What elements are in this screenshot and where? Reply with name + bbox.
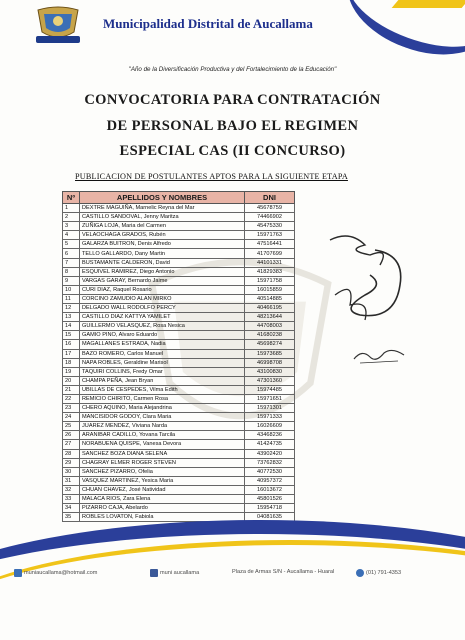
applicant-dni: 45698274 xyxy=(245,340,295,349)
table-row xyxy=(63,504,295,513)
table-row xyxy=(63,449,295,458)
row-number: 2 xyxy=(63,213,80,222)
top-yellow-stripe xyxy=(392,0,465,8)
signature-scribble xyxy=(310,225,420,335)
applicant-dni: 45475330 xyxy=(245,222,295,231)
applicant-name: CHUAN CHAVEZ, José Natividad xyxy=(80,485,245,494)
row-number: 23 xyxy=(63,404,80,413)
applicant-name: PIZARRO CAJA, Abelardo xyxy=(80,504,245,513)
applicant-dni: 15971651 xyxy=(245,394,295,403)
footer-email: muniaucallama@hotmail.com xyxy=(14,569,97,577)
applicant-dni: 43100830 xyxy=(245,367,295,376)
footer-address: Plaza de Armas S/N - Aucallama - Huaral xyxy=(232,569,335,575)
applicant-name: TELLO GALLARDO, Dany Martin xyxy=(80,249,245,258)
table-row xyxy=(63,495,295,504)
applicant-dni: 15954718 xyxy=(245,504,295,513)
applicant-name: SANCHEZ PIZARRO, Ofelia xyxy=(80,467,245,476)
applicant-name: BAZO ROMERO, Carlos Manuel xyxy=(80,349,245,358)
applicant-name: ROBLES LOVATON, Fabiola xyxy=(80,513,245,522)
applicant-dni: 45678759 xyxy=(245,204,295,213)
row-number: 33 xyxy=(63,495,80,504)
row-number: 16 xyxy=(63,340,80,349)
table-row xyxy=(63,349,295,358)
table-row xyxy=(63,313,295,322)
row-number: 30 xyxy=(63,467,80,476)
row-number: 8 xyxy=(63,267,80,276)
phone-icon xyxy=(356,569,364,577)
row-number: 1 xyxy=(63,204,80,213)
applicant-name: DEXTRE MAGUIÑA, Marnelic Reyna del Mar xyxy=(80,204,245,213)
row-number: 31 xyxy=(63,476,80,485)
applicant-dni: 45801526 xyxy=(245,495,295,504)
table-row xyxy=(63,485,295,494)
table-row xyxy=(63,331,295,340)
row-number: 34 xyxy=(63,504,80,513)
table-row xyxy=(63,394,295,403)
applicant-name: VASQUEZ MARTINEZ, Yesica Maria xyxy=(80,476,245,485)
table-row xyxy=(63,431,295,440)
applicant-name: CORCINO ZAMUDIO ALAN MIRKO xyxy=(80,294,245,303)
table-header-row xyxy=(63,192,295,204)
top-swoosh-decoration xyxy=(334,0,465,73)
applicant-name: UBILLAS DE CESPEDES, Vilma Edith xyxy=(80,385,245,394)
applicant-name: BUSTAMANTE CALDERON, David xyxy=(80,258,245,267)
row-number: 6 xyxy=(63,249,80,258)
applicant-dni: 47301360 xyxy=(245,376,295,385)
applicant-dni: 40772530 xyxy=(245,467,295,476)
column-header-number: Nº xyxy=(63,192,80,204)
applicant-dni: 15973685 xyxy=(245,349,295,358)
row-number: 5 xyxy=(63,240,80,249)
table-row xyxy=(63,304,295,313)
table-row xyxy=(63,422,295,431)
table-row xyxy=(63,385,295,394)
applicant-name: CHERO AQUINO, Maria Alejandrina xyxy=(80,404,245,413)
applicant-dni: 44708003 xyxy=(245,322,295,331)
table-row xyxy=(63,249,295,258)
table-row xyxy=(63,413,295,422)
applicant-name: MALACA RIOS, Zara Elena xyxy=(80,495,245,504)
title-line-3: ESPECIAL CAS (II CONCURSO) xyxy=(119,143,346,159)
table-row xyxy=(63,367,295,376)
row-number: 17 xyxy=(63,349,80,358)
applicant-name: MAGALLANES ESTRADA, Nadia xyxy=(80,340,245,349)
row-number: 27 xyxy=(63,440,80,449)
applicant-name: NORABUENA QUISPE, Vanesa Devora xyxy=(80,440,245,449)
applicant-dni: 41707699 xyxy=(245,249,295,258)
applicant-name: CURI DIAZ, Raquel Rosario xyxy=(80,285,245,294)
applicant-name: CHAGRAY ELMER ROGER STEVEN xyxy=(80,458,245,467)
title-line-2: DE PERSONAL BAJO EL REGIMEN xyxy=(106,118,359,134)
applicant-dni: 73762832 xyxy=(245,458,295,467)
table-row xyxy=(63,231,295,240)
secondary-signature xyxy=(352,345,407,367)
table-row xyxy=(63,376,295,385)
table-row xyxy=(63,440,295,449)
row-number: 25 xyxy=(63,422,80,431)
applicant-name: VELAOCHAGA GRADOS, Rubén xyxy=(80,231,245,240)
applicant-name: CHAMPA PEÑA, Jean Bryan xyxy=(80,376,245,385)
applicant-dni: 16013672 xyxy=(245,485,295,494)
row-number: 4 xyxy=(63,231,80,240)
applicant-dni: 47516441 xyxy=(245,240,295,249)
row-number: 14 xyxy=(63,322,80,331)
applicant-dni: 46998708 xyxy=(245,358,295,367)
table-row xyxy=(63,267,295,276)
footer-contact-bar xyxy=(0,566,465,582)
table-row xyxy=(63,240,295,249)
footer-phone: (01) 791-4353 xyxy=(356,569,401,577)
applicant-dni: 15974485 xyxy=(245,385,295,394)
applicant-dni: 43902420 xyxy=(245,449,295,458)
column-header-name: APELLIDOS Y NOMBRES xyxy=(80,192,245,204)
column-header-dni: DNI xyxy=(245,192,295,204)
applicant-name: TAQUIRI COLLINS, Fredy Omar xyxy=(80,367,245,376)
applicant-name: ESQUIVEL RAMIREZ, Diego Antonio xyxy=(80,267,245,276)
applicant-dni: 40957372 xyxy=(245,476,295,485)
row-number: 24 xyxy=(63,413,80,422)
applicant-dni: 15971301 xyxy=(245,404,295,413)
row-number: 11 xyxy=(63,294,80,303)
row-number: 12 xyxy=(63,304,80,313)
row-number: 10 xyxy=(63,285,80,294)
row-number: 19 xyxy=(63,367,80,376)
applicant-dni: 43468236 xyxy=(245,431,295,440)
row-number: 35 xyxy=(63,513,80,522)
table-row xyxy=(63,458,295,467)
applicant-name: CASTILLO DIAZ KATTYA YAMILET xyxy=(80,313,245,322)
applicant-name: VARGAS GARAY, Bernardo Jaime xyxy=(80,276,245,285)
applicant-name: ZUÑIGA LOJA, Maria del Carmen xyxy=(80,222,245,231)
table-row xyxy=(63,222,295,231)
table-row xyxy=(63,276,295,285)
municipal-crest-logo xyxy=(30,6,86,46)
applicant-name: REMICIO CHIRITO, Carmen Rosa xyxy=(80,394,245,403)
applicant-dni: 41680238 xyxy=(245,331,295,340)
applicant-dni: 04081635 xyxy=(245,513,295,522)
row-number: 28 xyxy=(63,449,80,458)
footer-facebook: muni aucallama xyxy=(150,569,199,577)
applicant-dni: 40514885 xyxy=(245,294,295,303)
applicant-name: ARANIBAR CADILLO, Yovana Tarcila xyxy=(80,431,245,440)
publication-subtitle: PUBLICACION DE POSTULANTES APTOS PARA LA SIGUIENTE ETAPA xyxy=(75,172,348,181)
applicant-dni: 16015859 xyxy=(245,285,295,294)
applicant-dni: 40466195 xyxy=(245,304,295,313)
email-icon xyxy=(14,569,22,577)
table-row xyxy=(63,358,295,367)
row-number: 26 xyxy=(63,431,80,440)
applicant-name: CASTILLO SANDOVAL, Jenny Maritza xyxy=(80,213,245,222)
row-number: 9 xyxy=(63,276,80,285)
applicant-dni: 15971333 xyxy=(245,413,295,422)
row-number: 18 xyxy=(63,358,80,367)
applicant-dni: 41829383 xyxy=(245,267,295,276)
table-row xyxy=(63,340,295,349)
applicant-name: NAPA ROBLES, Geraldine Marisol xyxy=(80,358,245,367)
institution-name: Municipalidad Distrital de Aucallama xyxy=(103,16,313,31)
applicant-name: GALARZA BUITRON, Denis Alfredo xyxy=(80,240,245,249)
applicant-dni: 41424735 xyxy=(245,440,295,449)
applicant-dni: 74466902 xyxy=(245,213,295,222)
table-row xyxy=(63,404,295,413)
row-number: 20 xyxy=(63,376,80,385)
table-row xyxy=(63,213,295,222)
table-row xyxy=(63,467,295,476)
applicants-table xyxy=(62,191,295,522)
row-number: 7 xyxy=(63,258,80,267)
table-row xyxy=(63,285,295,294)
applicant-name: GAMIO PINO, Alvaro Eduardo xyxy=(80,331,245,340)
applicant-name: SANCHEZ BOZA DIANA SELENA xyxy=(80,449,245,458)
row-number: 29 xyxy=(63,458,80,467)
row-number: 3 xyxy=(63,222,80,231)
table-row xyxy=(63,258,295,267)
row-number: 32 xyxy=(63,485,80,494)
applicant-name: JUAREZ MENDEZ, Viviana Narda xyxy=(80,422,245,431)
row-number: 15 xyxy=(63,331,80,340)
table-row xyxy=(63,204,295,213)
row-number: 22 xyxy=(63,394,80,403)
applicant-dni: 44101331 xyxy=(245,258,295,267)
row-number: 13 xyxy=(63,313,80,322)
year-motto: "Año de la Diversificación Productiva y del Fortalecimiento de la Educación" xyxy=(128,66,337,73)
applicant-name: MANCISIDOR GODOY, Clara Maria xyxy=(80,413,245,422)
table-row xyxy=(63,294,295,303)
applicant-dni: 16026609 xyxy=(245,422,295,431)
applicant-name: DELGADO WALL RODOLFO PERCY xyxy=(80,304,245,313)
title-line-1: CONVOCATORIA PARA CONTRATACIÓN xyxy=(84,92,381,108)
row-number: 21 xyxy=(63,385,80,394)
applicant-dni: 48213644 xyxy=(245,313,295,322)
applicant-dni: 15971758 xyxy=(245,276,295,285)
table-row xyxy=(63,476,295,485)
table-row xyxy=(63,322,295,331)
facebook-icon xyxy=(150,569,158,577)
applicant-dni: 15971763 xyxy=(245,231,295,240)
applicant-name: GUILLERMO VELASQUEZ, Rosa Nesica xyxy=(80,322,245,331)
